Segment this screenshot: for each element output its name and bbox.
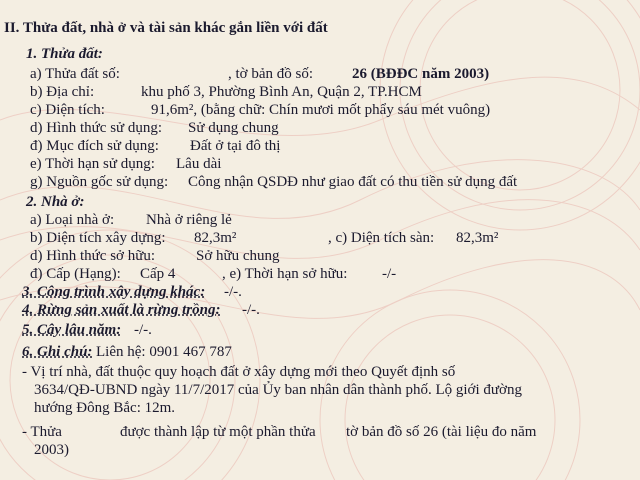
own-term-value: -/-	[382, 266, 397, 282]
ownership-value: Sở hữu chung	[196, 248, 280, 264]
floor-area-value: 82,3m²	[456, 230, 499, 246]
term-label: e) Thời hạn sử dụng:	[30, 156, 155, 172]
house-type-label: a) Loại nhà ở:	[30, 212, 115, 228]
section-title: II. Thửa đất, nhà ở và tài sản khác gắn liền với đất	[4, 20, 328, 36]
map-sheet-value: 26 (BĐĐC năm 2003)	[352, 66, 490, 82]
area-label: c) Diện tích:	[30, 102, 105, 118]
purpose-label: đ) Mục đích sử dụng:	[30, 138, 159, 154]
construction-value: -/-.	[224, 284, 242, 300]
grade-value: Cấp 4	[140, 266, 176, 282]
house-heading: 2. Nhà ở:	[26, 194, 85, 210]
notes-heading: 6. Ghi chú:	[22, 344, 93, 360]
origin-value: Công nhận QSDĐ như giao đất có thu tiền sử dụng đất	[188, 174, 518, 190]
map-sheet-label: , tờ bản đồ số:	[228, 66, 314, 82]
notes-line-1: - Vị trí nhà, đất thuộc quy hoạch đất ở xây dựng mới theo Quyết định số	[22, 364, 456, 380]
trees-heading: 5. Cây lâu năm:	[22, 322, 122, 338]
forest-value: -/-.	[242, 302, 260, 318]
notes-line-2: 3634/QĐ-UBND ngày 11/7/2017 của Ủy ban nhân dân thành phố. Lộ giới đường	[34, 382, 522, 398]
construction-heading: 3. Công trình xây dựng khác:	[22, 284, 206, 300]
address-value: khu phố 3, Phường Bình An, Quận 2, TP.HCM	[141, 84, 422, 100]
grade-label: đ) Cấp (Hạng):	[30, 266, 121, 282]
purpose-value: Đất ở tại đô thị	[190, 138, 281, 154]
notes-line-4-end: tờ bản đồ số 26 (tài liệu đo năm	[346, 424, 537, 440]
notes-line-3: hướng Đông Bắc: 12m.	[34, 400, 176, 416]
house-type-value: Nhà ở riêng lẻ	[146, 212, 232, 228]
notes-contact: Liên hệ: 0901 467 787	[96, 344, 232, 360]
use-form-label: d) Hình thức sử dụng:	[30, 120, 163, 136]
address-label: b) Địa chỉ:	[30, 84, 95, 100]
own-term-label: , e) Thời hạn sở hữu:	[222, 266, 348, 282]
land-heading: 1. Thửa đất:	[26, 46, 103, 62]
notes-line-5: 2003)	[34, 442, 69, 458]
area-value: 91,6m², (bằng chữ: Chín mươi mốt phẩy sáu mét vuông)	[151, 102, 491, 118]
notes-line-4-start: - Thửa	[22, 424, 62, 440]
origin-label: g) Nguồn gốc sử dụng:	[30, 174, 169, 190]
term-value: Lâu dài	[176, 156, 222, 172]
build-area-label: b) Diện tích xây dựng:	[30, 230, 166, 246]
trees-value: -/-.	[134, 322, 152, 338]
forest-heading: 4. Rừng sản xuất là rừng trồng:	[22, 302, 221, 318]
use-form-value: Sử dụng chung	[188, 120, 279, 136]
floor-area-label: , c) Diện tích sàn:	[328, 230, 435, 246]
ownership-label: d) Hình thức sở hữu:	[30, 248, 156, 264]
notes-line-4-middle: được thành lập từ một phần thửa	[120, 424, 316, 440]
parcel-label: a) Thửa đất số:	[30, 66, 120, 82]
build-area-value: 82,3m²	[194, 230, 237, 246]
